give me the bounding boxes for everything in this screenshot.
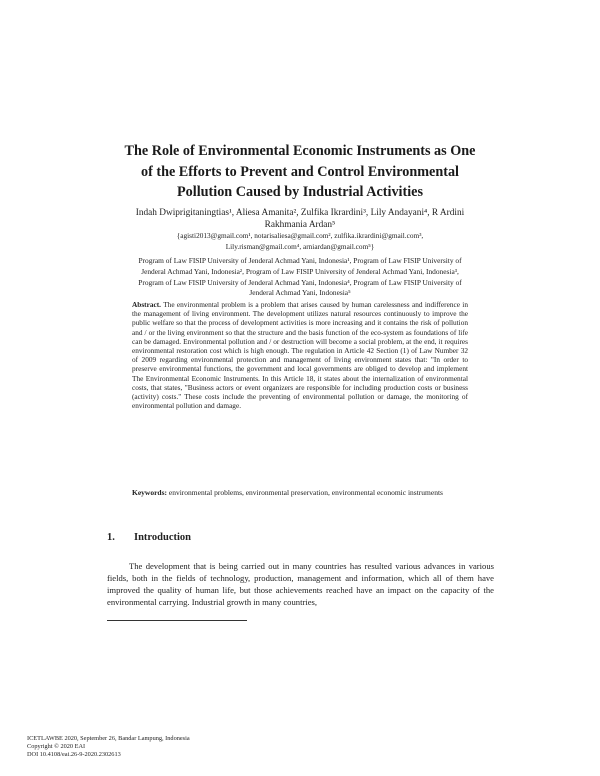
section-heading-introduction (107, 532, 191, 543)
title-line: Pollution Caused by Industrial Activities (177, 184, 423, 200)
title-line: of the Efforts to Prevent and Control Environmental (140, 163, 460, 180)
affiliations (60, 256, 540, 299)
footnote-divider (107, 620, 247, 621)
email-line: {agisti2013@gmail.com¹, notarisaliesa@gmail.com², zulfika.ikrardini@gmail.com³, (176, 231, 424, 240)
affiliation-line: Jenderal Achmad Yani, Indonesia², Program of Law FISIP University of Jenderal Achmad Yani, Indonesia³, (141, 266, 459, 276)
paper-title (60, 141, 540, 203)
author-emails (60, 230, 540, 252)
keywords-text: environmental problems, environmental preservation, environmental economic instruments (168, 488, 443, 497)
section-title: Introduction (134, 532, 191, 543)
abstract-text: The environmental problem is a problem that arises caused by human carelessness and indifference in the management of living environment. The development utilizes natural resources continuously to improve the public welfare so that the process of development activities is more increasing and it contains the risk of pollution and / or the living environment so that the structure and the basis function of the eco-system as foundations of life can be damaged. Environmental pollution and / or destruction will become a social problem, at the end, it requires environmental restoration cost which is high enough. The regulation in Article 42 Section (1) of Law Number 32 of 2009 regarding environmental protection and management of living environment states that: "In order to preserve environmental functions, the government and local governments are obliged to develop and implement The Environmental Economic Instruments. In this Article 18, it states about the internalization of environmental costs, that states, "Business actors or event organizers are responsible for including production costs or business (activity) costs." These costs include the preventing of environmental pollution or damage, the monitoring of environmental pollution and damage. (132, 300, 468, 411)
abstract (132, 300, 468, 410)
section-number: 1. (107, 532, 115, 543)
keywords (132, 488, 468, 498)
author-line: Indah Dwiprigitaningtias¹, Aliesa Amanita², Zulfika Ikrardini³, Lily Andayani⁴, R Ardini (135, 208, 465, 218)
page-footer (27, 735, 190, 759)
author-line: Rakhmania Ardan⁵ (264, 220, 336, 230)
introduction-paragraph: The development that is being carried out in many countries has resulted various advances in various fields, both in the fields of technology, production, management and information, which all of them have improved the quality of human life, but those achievements reached have an impact on the capacity of the environmental carrying. Industrial growth in many countries, (107, 561, 494, 607)
affiliation-line: Jenderal Achmad Yani, Indonesia⁵ (249, 288, 351, 298)
author-list (60, 207, 540, 231)
abstract-label: Abstract. (132, 300, 161, 309)
affiliation-line: Program of Law FISIP University of Jenderal Achmad Yani, Indonesia¹, Program of Law FISIP University of (138, 256, 462, 265)
keywords-label: Keywords: (132, 488, 167, 497)
title-line: The Role of Environmental Economic Instruments as One (124, 143, 476, 159)
footer-line-conference: ICETLAWBE 2020, September 26, Bandar Lampung, Indonesia (27, 735, 190, 742)
footer-line-doi: DOI 10.4108/eai.26-9-2020.2302613 (27, 751, 121, 758)
affiliation-line: Program of Law FISIP University of Jenderal Achmad Yani, Indonesia⁴, Program of Law FISIP University of (138, 277, 462, 287)
email-line: Lily.risman@gmail.com⁴, arniardan@gmail.com⁵} (225, 242, 375, 251)
footer-line-copyright: Copyright © 2020 EAI (27, 743, 86, 750)
